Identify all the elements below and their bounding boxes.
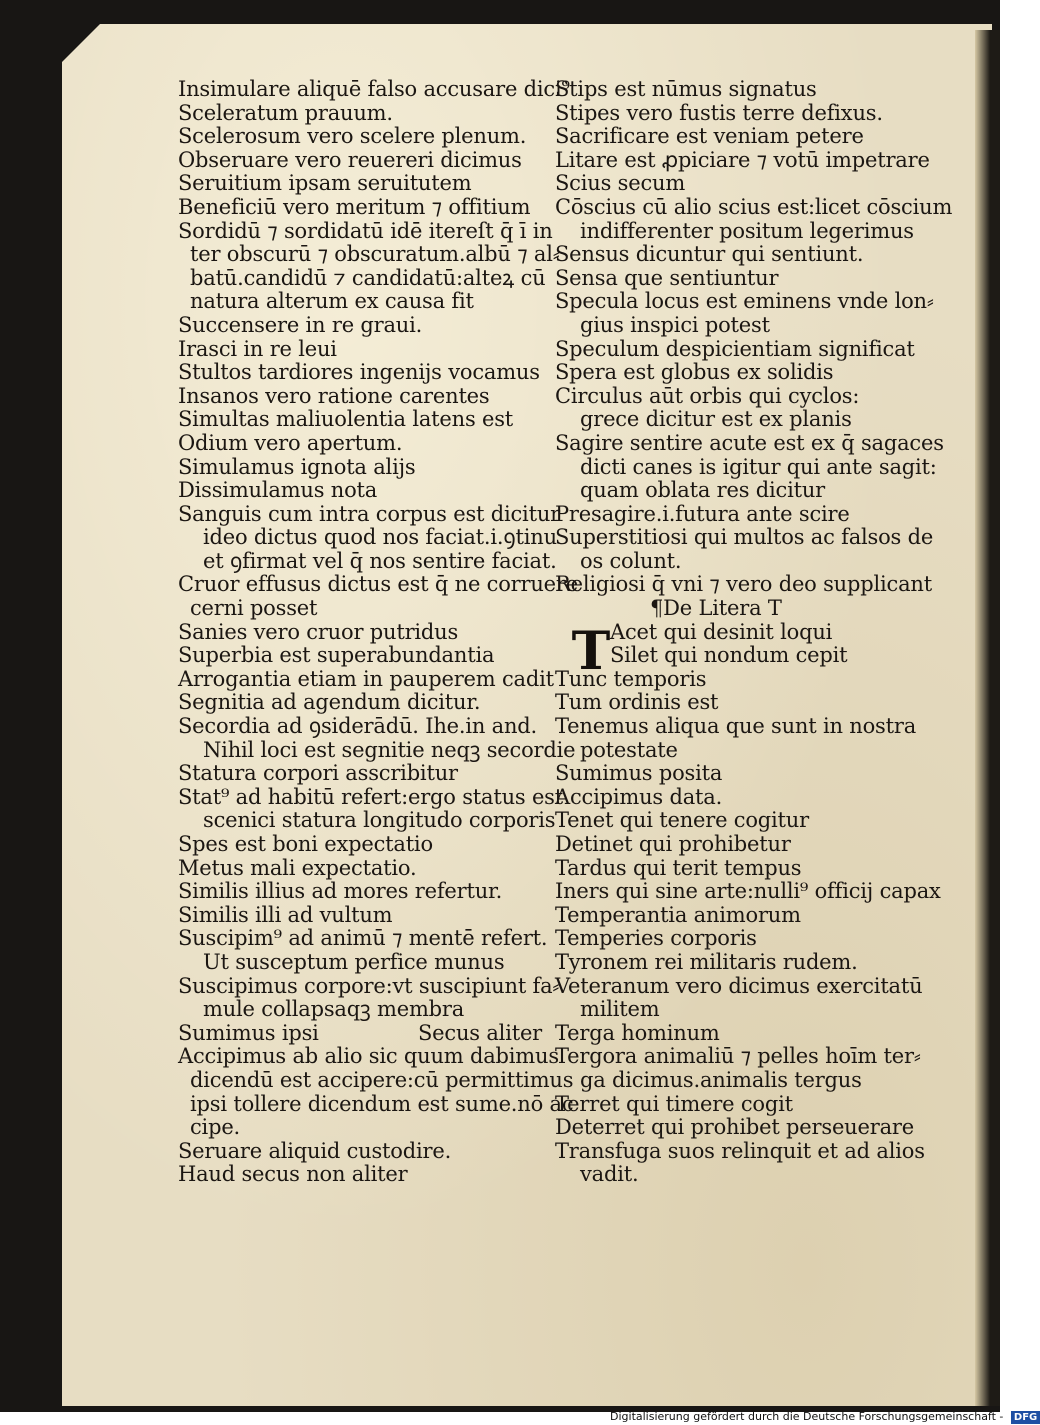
text-line: potestate [580,737,678,762]
text-line: Similis illi ad vultum [178,902,393,927]
text-line: Stat⁹ ad habitū refert:ergo status est [178,784,564,809]
text-line: Transfuga suos relinquit et ad alios [555,1138,925,1163]
text-line: quam oblata res dicitur [580,478,825,503]
text-line: Sordidū ⁊ sordidatū idē itereſt q̄ ī in [178,218,553,243]
text-line: militem [580,997,660,1022]
text-line: Tunc temporis [555,666,707,691]
text-line: Temperies corporis [555,926,757,951]
text-line: Simulamus ignota alijs [178,454,416,479]
text-line: Accipimus ab alio sic quum dabimus [178,1044,559,1069]
text-line: Obseruare vero reuereri dicimus [178,147,522,172]
text-line: cipe. [190,1115,241,1140]
text-line: Stultos tardiores ingenijs vocamus [178,360,540,385]
text-line: indifferenter positum legerimus [580,218,914,243]
section-heading: ¶De Litera T [650,596,782,621]
text-line: Superstitiosi qui multos ac falsos de [555,525,934,550]
text-aside: Secus aliter [418,1020,543,1045]
text-line: Detinet qui prohibetur [555,832,791,856]
text-line: Scelerosum vero scelere plenum. [178,124,527,149]
text-line: ter obscurū ⁊ obscuratum.albū ⁊ al⸗ [190,242,560,267]
text-line: Seruitium ipsam seruitutem [178,171,472,196]
text-line: Temperantia animorum [555,902,801,927]
text-line: Stips est nūmus signatus [555,77,817,101]
text-line: Spera est globus ex solidis [555,360,834,385]
text-line: Tergora animaliū ⁊ pelles hoīm ter⸗ [555,1044,921,1069]
text-line: Metus mali expectatio. [178,855,417,880]
text-line: Segnitia ad agendum dicitur. [178,690,481,715]
text-line: Sanguis cum intra corpus est dicitur [178,501,560,526]
text-line: Tyronem rei militaris rudem. [555,949,858,974]
text-line: Religiosi q̄ vni ⁊ vero deo supplicant [555,572,932,597]
text-line: os colunt. [580,548,682,573]
page-gutter-edge [975,30,1000,1406]
credit-text: Digitalisierung gefördert durch die Deutsche Forschungsgemeinschaft - [610,1410,1004,1423]
text-line: Sensa que sentiuntur [555,265,779,290]
text-line: Acet qui desinit loqui [610,619,833,644]
text-line: Deterret qui prohibet perseuerare [555,1115,914,1140]
text-line: Ut susceptum perfice munus [203,949,505,974]
text-line: Terga hominum [555,1020,720,1045]
text-line: dicti canes is igitur qui ante sagit: [580,454,937,479]
text-line: Seruare aliquid custodire. [178,1138,452,1163]
text-line: gius inspici potest [580,312,770,337]
text-line: Veteranum vero dicimus exercitatū [555,973,923,998]
text-line: Arrogantia etiam in pauperem cadit [178,666,554,691]
text-line: Litare est ꝓpiciare ⁊ votū impetrare [555,147,930,172]
text-line: ga dicimus.animalis tergus [580,1067,862,1092]
text-line: Insimulare aliquē falso accusare dici⁹ [178,77,570,101]
text-line: Sanies vero cruor putridus [178,619,459,644]
text-line: Sceleratum prauum. [178,100,393,125]
text-line: Silet qui nondum cepit [610,643,848,668]
text-line: ipsi tollere dicendum est sume.nō ac [190,1091,574,1116]
text-line: mule collapsaqꝫ membra [203,997,465,1022]
torn-page-corner [62,24,100,62]
text-line: Cruor effusus dictus est q̄ ne corruere [178,572,578,597]
digitization-credit [610,1410,1040,1424]
text-line: Stipes vero fustis terre defixus. [555,100,883,125]
text-line: Sagire sentire acute est ex q̄ sagaces [555,430,944,455]
text-line: Iners qui sine arte:nulli⁹ officij capax [555,879,941,904]
text-line: Similis illius ad mores refertur. [178,879,503,904]
text-line: et ꝯfirmat vel q̄ nos sentire faciat. [203,548,557,573]
text-line: scenici statura longitudo corporis [203,808,556,833]
text-line: Specula locus est eminens vnde lon⸗ [555,289,934,314]
text-line: Sumimus posita [555,761,723,786]
text-line: Tenemus aliqua que sunt in nostra [555,714,917,739]
dfg-logo[interactable]: DFG [1011,1411,1040,1424]
text-line: Speculum despicientiam significat [555,336,915,361]
text-line: Irasci in re leui [178,336,337,361]
text-line: Insanos vero ratione carentes [178,383,490,408]
text-line: Spes est boni expectatio [178,832,433,856]
text-line: Terret qui timere cogit [555,1091,793,1116]
text-line: ideo dictus quod nos faciat.i.ꝯtinu [203,525,557,550]
text-line: Scius secum [555,171,686,196]
text-line: Haud secus non aliter [178,1162,408,1187]
text-line: Presagire.i.futura ante scire [555,501,850,526]
text-line: vadit. [580,1162,639,1187]
text-line: Simultas maliuolentia latens est [178,407,514,432]
text-line: Dissimulamus nota [178,478,378,503]
text-line: natura alterum ex causa fit [190,289,474,314]
text-line: Circulus aūt orbis qui cyclos: [555,383,860,408]
decorated-initial-letter: T [571,621,611,682]
text-line: Tum ordinis est [555,690,719,715]
text-line: cerni posset [190,596,318,621]
text-line: Nihil loci est segnitie neqꝫ secordie [203,737,576,762]
text-line: Sensus dicuntur qui sentiunt. [555,242,864,267]
text-line: Succensere in re graui. [178,312,423,337]
text-fragment: Sumimus ipsi [178,1020,319,1045]
text-line [178,1022,558,1046]
text-line: Sacrificare est veniam petere [555,124,864,149]
text-line: Tardus qui terit tempus [555,855,802,880]
text-line: Secordia ad ꝯsiderādū. Ihe.in and. [178,714,538,739]
left-text-column [178,77,578,1187]
text-line: Suscipim⁹ ad animū ⁊ mentē refert. [178,926,548,951]
text-line: grece dicitur est ex planis [580,407,852,432]
text-line: dicendū est accipere:cū permittimus [190,1067,574,1092]
text-line: Tenet qui tenere cogitur [555,808,809,833]
text-line: Statura corpori asscribitur [178,761,458,786]
text-line: Cōscius cū alio scius est:licet cōscium [555,194,953,219]
text-line: Odium vero apertum. [178,430,403,455]
text-line: batū.candidū ⁊ candidatū:alteꝝ cū [190,265,546,290]
text-line: Superbia est superabundantia [178,643,495,668]
text-line: Suscipimus corpore:vt suscipiunt fa⸗ [178,973,560,998]
text-line: Beneficiū vero meritum ⁊ offitium [178,194,531,219]
text-line: Accipimus data. [555,784,723,809]
